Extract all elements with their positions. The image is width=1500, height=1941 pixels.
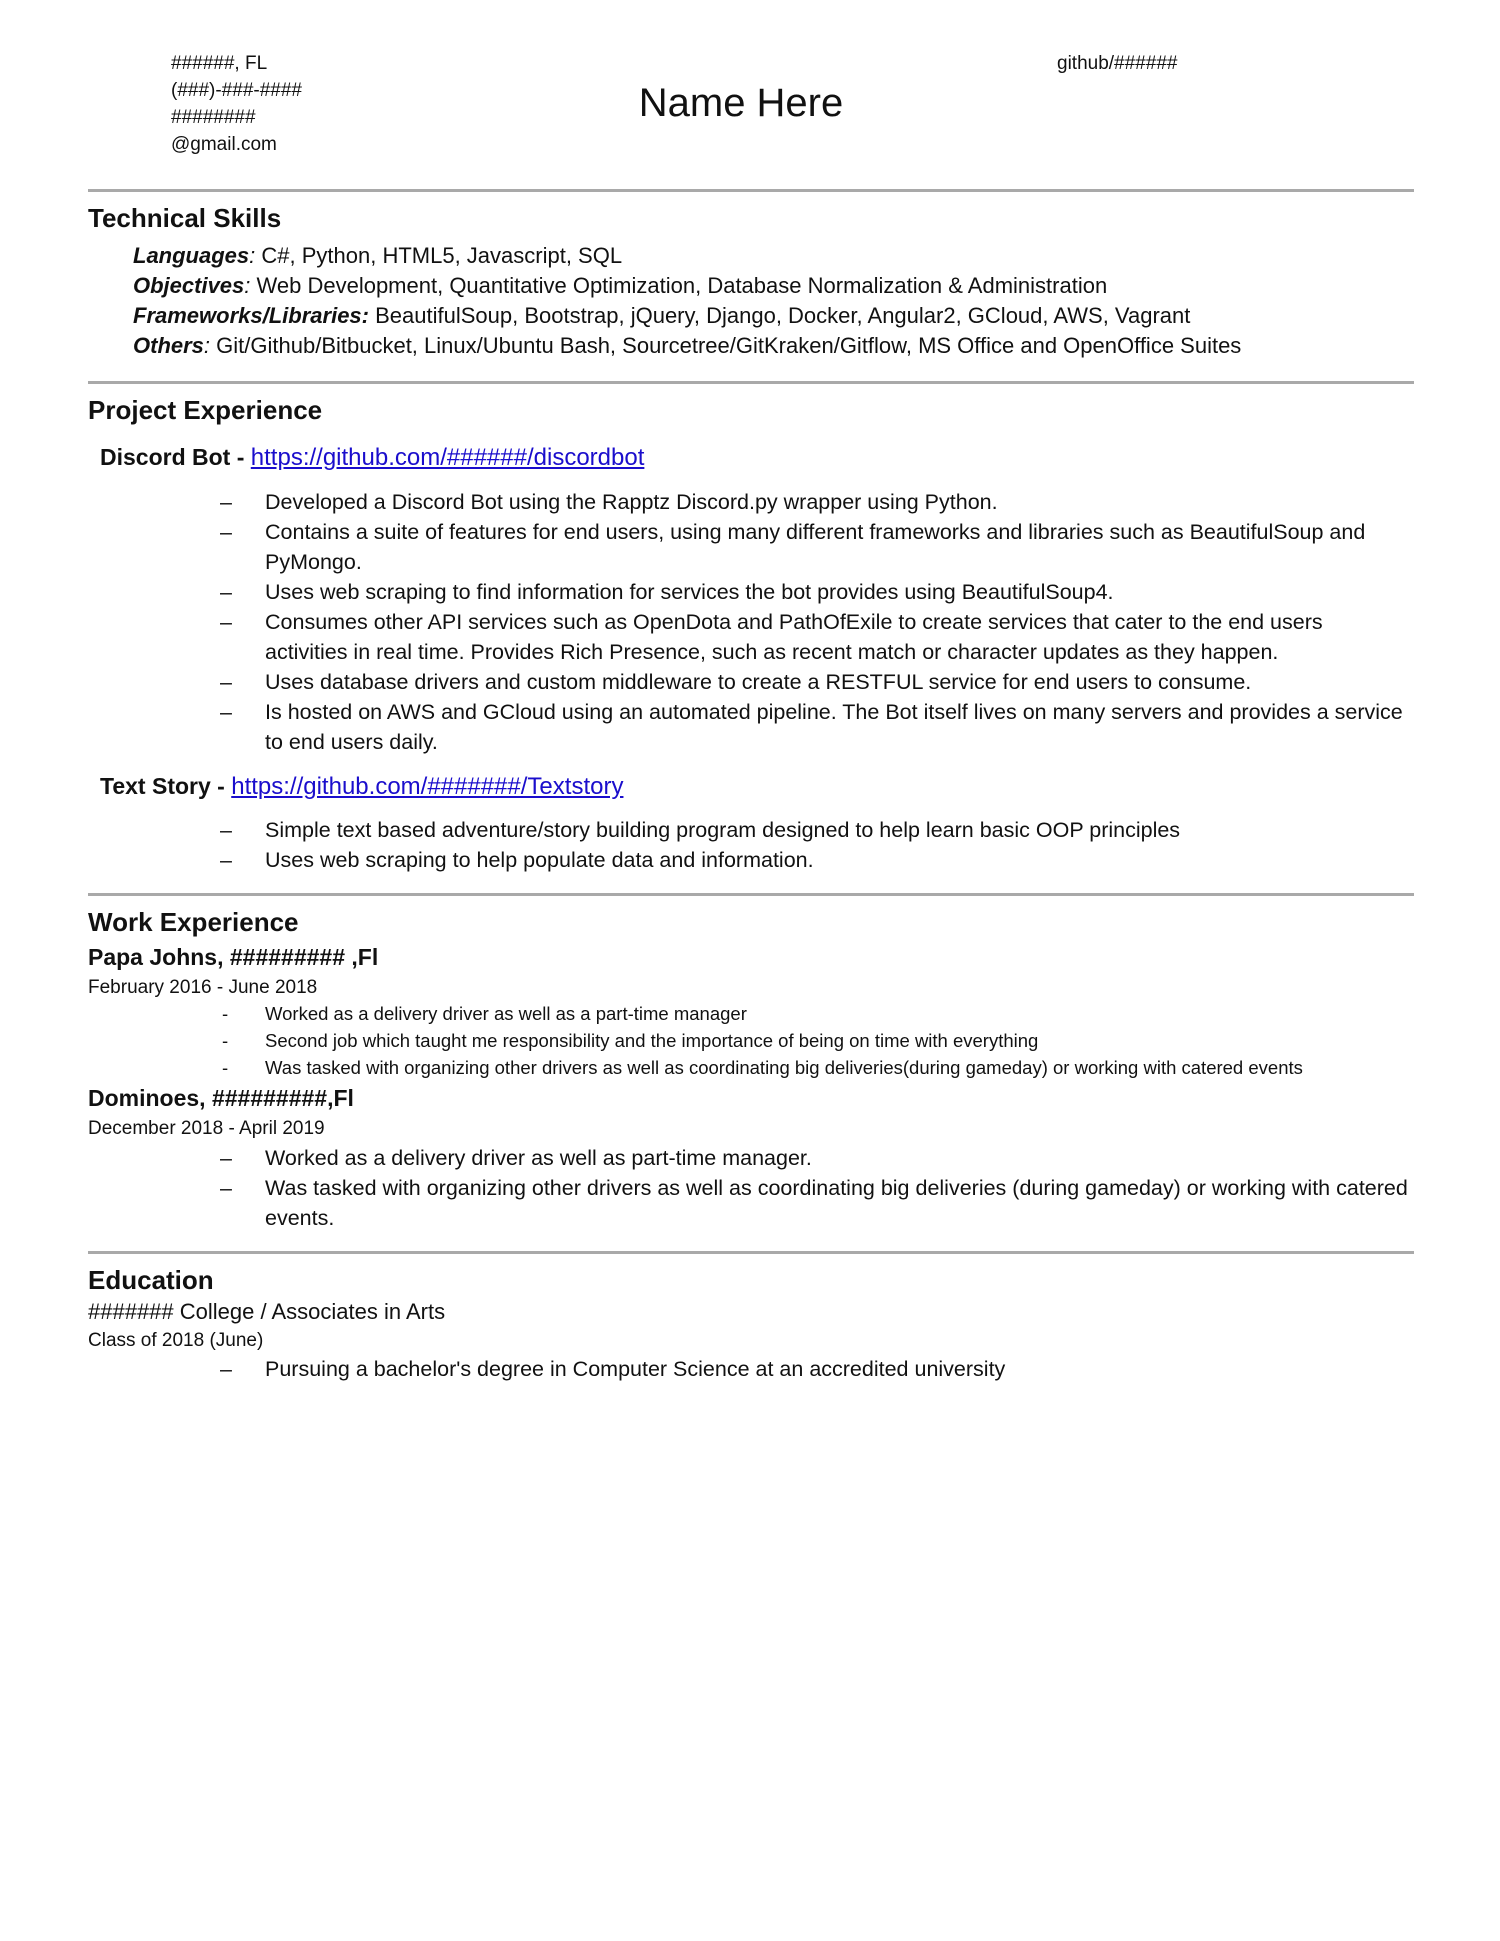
project-bullets-textstory xyxy=(220,815,1410,875)
bullet-dash: – xyxy=(220,520,232,544)
skill-colon: : xyxy=(203,333,211,358)
list-item xyxy=(220,697,1410,757)
work-heading: Work Experience xyxy=(88,907,299,937)
skill-label: Languages xyxy=(133,243,250,268)
bullet-text: Worked as a delivery driver as well as a part-time manager xyxy=(265,1003,747,1024)
bullet-text: Was tasked with organizing other drivers as well as coordinating big deliveries(during gameday) or working with catered events xyxy=(265,1057,1303,1078)
list-item xyxy=(220,1027,1410,1054)
job-bullets-papajohns xyxy=(220,1000,1410,1081)
bullet-text: Worked as a delivery driver as well as part-time manager. xyxy=(265,1146,812,1170)
education-class-of: Class of 2018 (June) xyxy=(88,1330,264,1351)
list-item xyxy=(220,577,1410,607)
bullet-text: Uses database drivers and custom middleware to create a RESTFUL service for end users to consume. xyxy=(265,670,1252,694)
job-title-dominoes: Dominoes, #########,Fl xyxy=(88,1085,354,1111)
bullet-dash: – xyxy=(220,610,232,634)
project-title-discord xyxy=(100,441,644,474)
contact-email-domain: @gmail.com xyxy=(171,134,277,155)
skills-heading: Technical Skills xyxy=(88,203,282,233)
list-item xyxy=(220,845,1410,875)
bullet-dash: – xyxy=(220,580,232,604)
project-link[interactable]: https://github.com/#######/Textstory xyxy=(231,773,624,800)
bullet-dash: – xyxy=(220,818,232,842)
list-item xyxy=(220,1000,1410,1027)
job-dates-papajohns: February 2016 - June 2018 xyxy=(88,977,318,998)
skill-value: C#, Python, HTML5, Javascript, SQL xyxy=(255,243,623,268)
job-title-papajohns: Papa Johns, ######### ,Fl xyxy=(88,944,379,970)
education-bullets xyxy=(220,1354,1410,1384)
skill-row-objectives xyxy=(133,271,1241,301)
list-item xyxy=(220,667,1410,697)
bullet-dash: – xyxy=(220,1146,232,1170)
bullet-text: Developed a Discord Bot using the Rapptz Discord.py wrapper using Python. xyxy=(265,490,998,514)
bullet-text: Simple text based adventure/story building program designed to help learn basic OOP principles xyxy=(265,818,1181,842)
bullet-dash: – xyxy=(220,1176,232,1200)
skill-colon: : xyxy=(249,243,256,268)
skills-list xyxy=(133,241,1241,361)
list-item xyxy=(220,815,1410,845)
bullet-dash: – xyxy=(220,848,232,872)
project-name: Discord Bot - xyxy=(100,444,251,470)
project-link[interactable]: https://github.com/######/discordbot xyxy=(250,444,645,471)
contact-location: ######, FL xyxy=(171,53,268,74)
list-item xyxy=(220,1054,1410,1081)
project-bullets-discord xyxy=(220,487,1410,757)
project-title-textstory xyxy=(100,770,623,803)
bullet-text: Was tasked with organizing other drivers as well as coordinating big deliveries (during gameday) or working with catered events. xyxy=(265,1176,1408,1230)
contact-email-user: ######## xyxy=(171,107,256,128)
bullet-text: Contains a suite of features for end users, using many different frameworks and libraries such as BeautifulSoup and PyMongo. xyxy=(265,520,1366,574)
education-school: ####### College / Associates in Arts xyxy=(88,1299,446,1324)
job-dates-dominoes: December 2018 - April 2019 xyxy=(88,1118,325,1139)
bullet-text: Uses web scraping to help populate data and information. xyxy=(265,848,814,872)
bullet-text: Second job which taught me responsibility and the importance of being on time with everything xyxy=(265,1030,1039,1051)
bullet-text: Uses web scraping to find information for services the bot provides using BeautifulSoup4. xyxy=(265,580,1114,604)
skill-row-languages xyxy=(133,241,1241,271)
list-item xyxy=(220,487,1410,517)
project-name: Text Story - xyxy=(100,773,232,799)
candidate-name: Name Here xyxy=(638,81,844,125)
bullet-dash: - xyxy=(222,1003,229,1024)
skill-label: Others xyxy=(133,333,204,358)
section-divider xyxy=(88,893,1414,896)
list-item xyxy=(220,607,1410,667)
skill-row-others xyxy=(133,331,1241,361)
bullet-dash: – xyxy=(220,490,232,514)
list-item xyxy=(220,1143,1410,1173)
bullet-dash: – xyxy=(220,670,232,694)
skill-value: Git/Github/Bitbucket, Linux/Ubuntu Bash, Sourcetree/GitKraken/Gitflow, MS Office and OpenOffice Suites xyxy=(210,333,1242,358)
skill-colon: : xyxy=(244,273,251,298)
section-divider xyxy=(88,381,1414,384)
job-bullets-dominoes xyxy=(220,1143,1410,1233)
skill-label: Frameworks/Libraries: xyxy=(133,303,369,328)
skill-row-frameworks xyxy=(133,301,1241,331)
bullet-dash: – xyxy=(220,700,232,724)
list-item xyxy=(220,1354,1410,1384)
section-divider xyxy=(88,189,1414,192)
skill-label: Objectives xyxy=(133,273,245,298)
list-item xyxy=(220,1173,1410,1233)
bullet-dash: - xyxy=(222,1057,229,1078)
skill-value: Web Development, Quantitative Optimization, Database Normalization & Administration xyxy=(250,273,1108,298)
bullet-dash: – xyxy=(220,1357,232,1381)
list-item xyxy=(220,517,1410,577)
section-divider xyxy=(88,1251,1414,1254)
bullet-dash: - xyxy=(222,1030,229,1051)
contact-phone: (###)-###-#### xyxy=(171,80,302,101)
bullet-text: Is hosted on AWS and GCloud using an automated pipeline. The Bot itself lives on many servers and provides a service to end users daily. xyxy=(265,700,1403,754)
contact-github: github/###### xyxy=(1057,53,1178,74)
skill-value: BeautifulSoup, Bootstrap, jQuery, Django, Docker, Angular2, GCloud, AWS, Vagrant xyxy=(368,303,1191,328)
education-heading: Education xyxy=(88,1265,214,1295)
bullet-text: Pursuing a bachelor's degree in Computer Science at an accredited university xyxy=(265,1357,1006,1381)
bullet-text: Consumes other API services such as OpenDota and PathOfExile to create services that cater to the end users activities in real time. Provides Rich Presence, such as recent match or character updates as they happen. xyxy=(265,610,1323,664)
projects-heading: Project Experience xyxy=(88,395,323,425)
